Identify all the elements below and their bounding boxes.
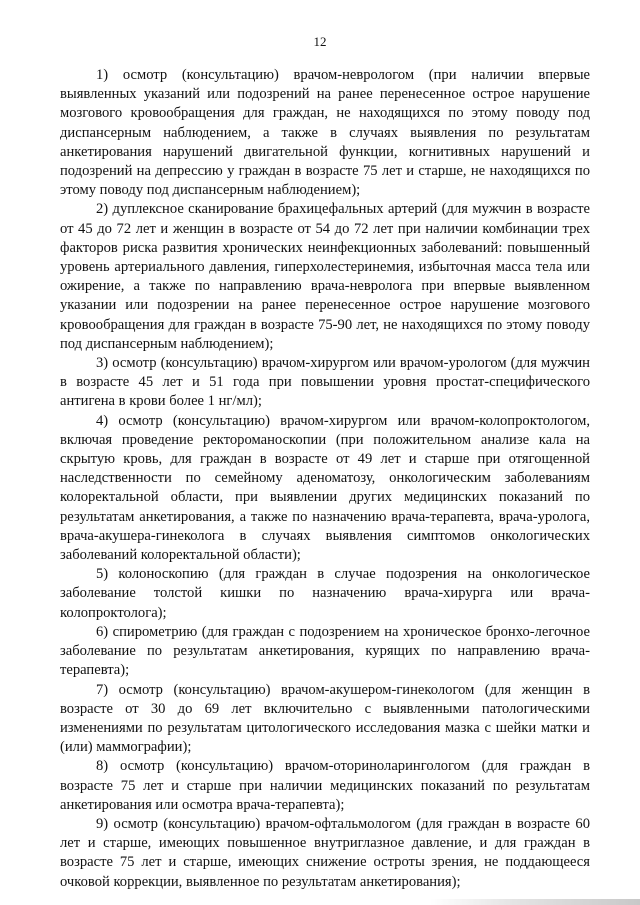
list-item: 1) осмотр (консультацию) врачом-неврологом (при наличии впервые выявленных указаний или подозрений на ранее перенесенное острое нарушение мозгового кровообращения для граждан, не находящихся по этому поводу под диспансерным наблюдением, а также в случаях выявления по результатам анкетирования нарушений двигательной функции, когнитивных нарушений и подозрений на депрессию у граждан в возрасте 75 лет и старше, не находящихся по этому поводу под диспансерным наблюдением); (60, 67, 590, 199)
scan-edge-shadow (430, 899, 640, 905)
list-item: 3) осмотр (консультацию) врачом-хирургом или врачом-урологом (для мужчин в возрасте 45 лет и 51 года при повышении уровня простат-специфического антигена в крови более 1 нг/мл); (60, 355, 590, 410)
list-item: 8) осмотр (консультацию) врачом-оториноларингологом (для граждан в возрасте 75 лет и старше при наличии медицинских показаний по результатам анкетирования или осмотра врача-терапевта); (60, 758, 590, 813)
list-item: 7) осмотр (консультацию) врачом-акушером-гинекологом (для женщин в возрасте от 30 до 69 лет включительно с выявленными патологическими изменениями по результатам цитологического исследования мазка с шейки матки и (или) маммографии); (60, 681, 590, 756)
document-body (60, 66, 590, 892)
list-item: 6) спирометрию (для граждан с подозрением на хроническое бронхо-легочное заболевание по результатам анкетирования, курящих по направлению врача-терапевта); (60, 623, 590, 679)
list-item: 4) осмотр (консультацию) врачом-хирургом или врачом-колопроктологом, включая проведение ректороманоскопии (при положительном анализе кала на скрытую кровь, для граждан в возрасте от 49 лет и старше при отягощенной наследственности по семейному аденоматозу, онкологическим заболеваниям колоректальной области, при выявлении других медицинских показаний по результатам анкетирования, а также по назначению врача-терапевта, врача-уролога, врача-акушера-гинеколога в случаях выявления симптомов онкологических заболеваний колоректальной области); (60, 412, 590, 564)
page-number: 12 (313, 34, 327, 49)
list-item: 9) осмотр (консультацию) врачом-офтальмологом (для граждан в возрасте 60 лет и старше, имеющих повышенное внутриглазное давление, и для граждан в возрасте 75 лет и старше, имеющих снижение остроты зрения, не поддающееся очковой коррекции, выявленное по результатам анкетирования); (60, 815, 590, 890)
list-item: 5) колоноскопию (для граждан в случае подозрения на онкологическое заболевание толстой кишки по назначению врача-хирурга или врача-колопроктолога); (60, 566, 590, 621)
list-item: 2) дуплексное сканирование брахицефальных артерий (для мужчин в возрасте от 45 до 72 лет и женщин в возрасте от 54 до 72 лет при наличии комбинации трех факторов риска развития хронических неинфекционных заболеваний: повышенный уровень артериального давления, гиперхолестеринемия, избыточная масса тела или ожирение, а также по направлению врача-невролога при впервые выявленном указании или подозрении на ранее перенесенное острое нарушение мозгового кровообращения для граждан в возрасте 75-90 лет, не находящихся по этому поводу под диспансерным наблюдением); (60, 201, 590, 352)
